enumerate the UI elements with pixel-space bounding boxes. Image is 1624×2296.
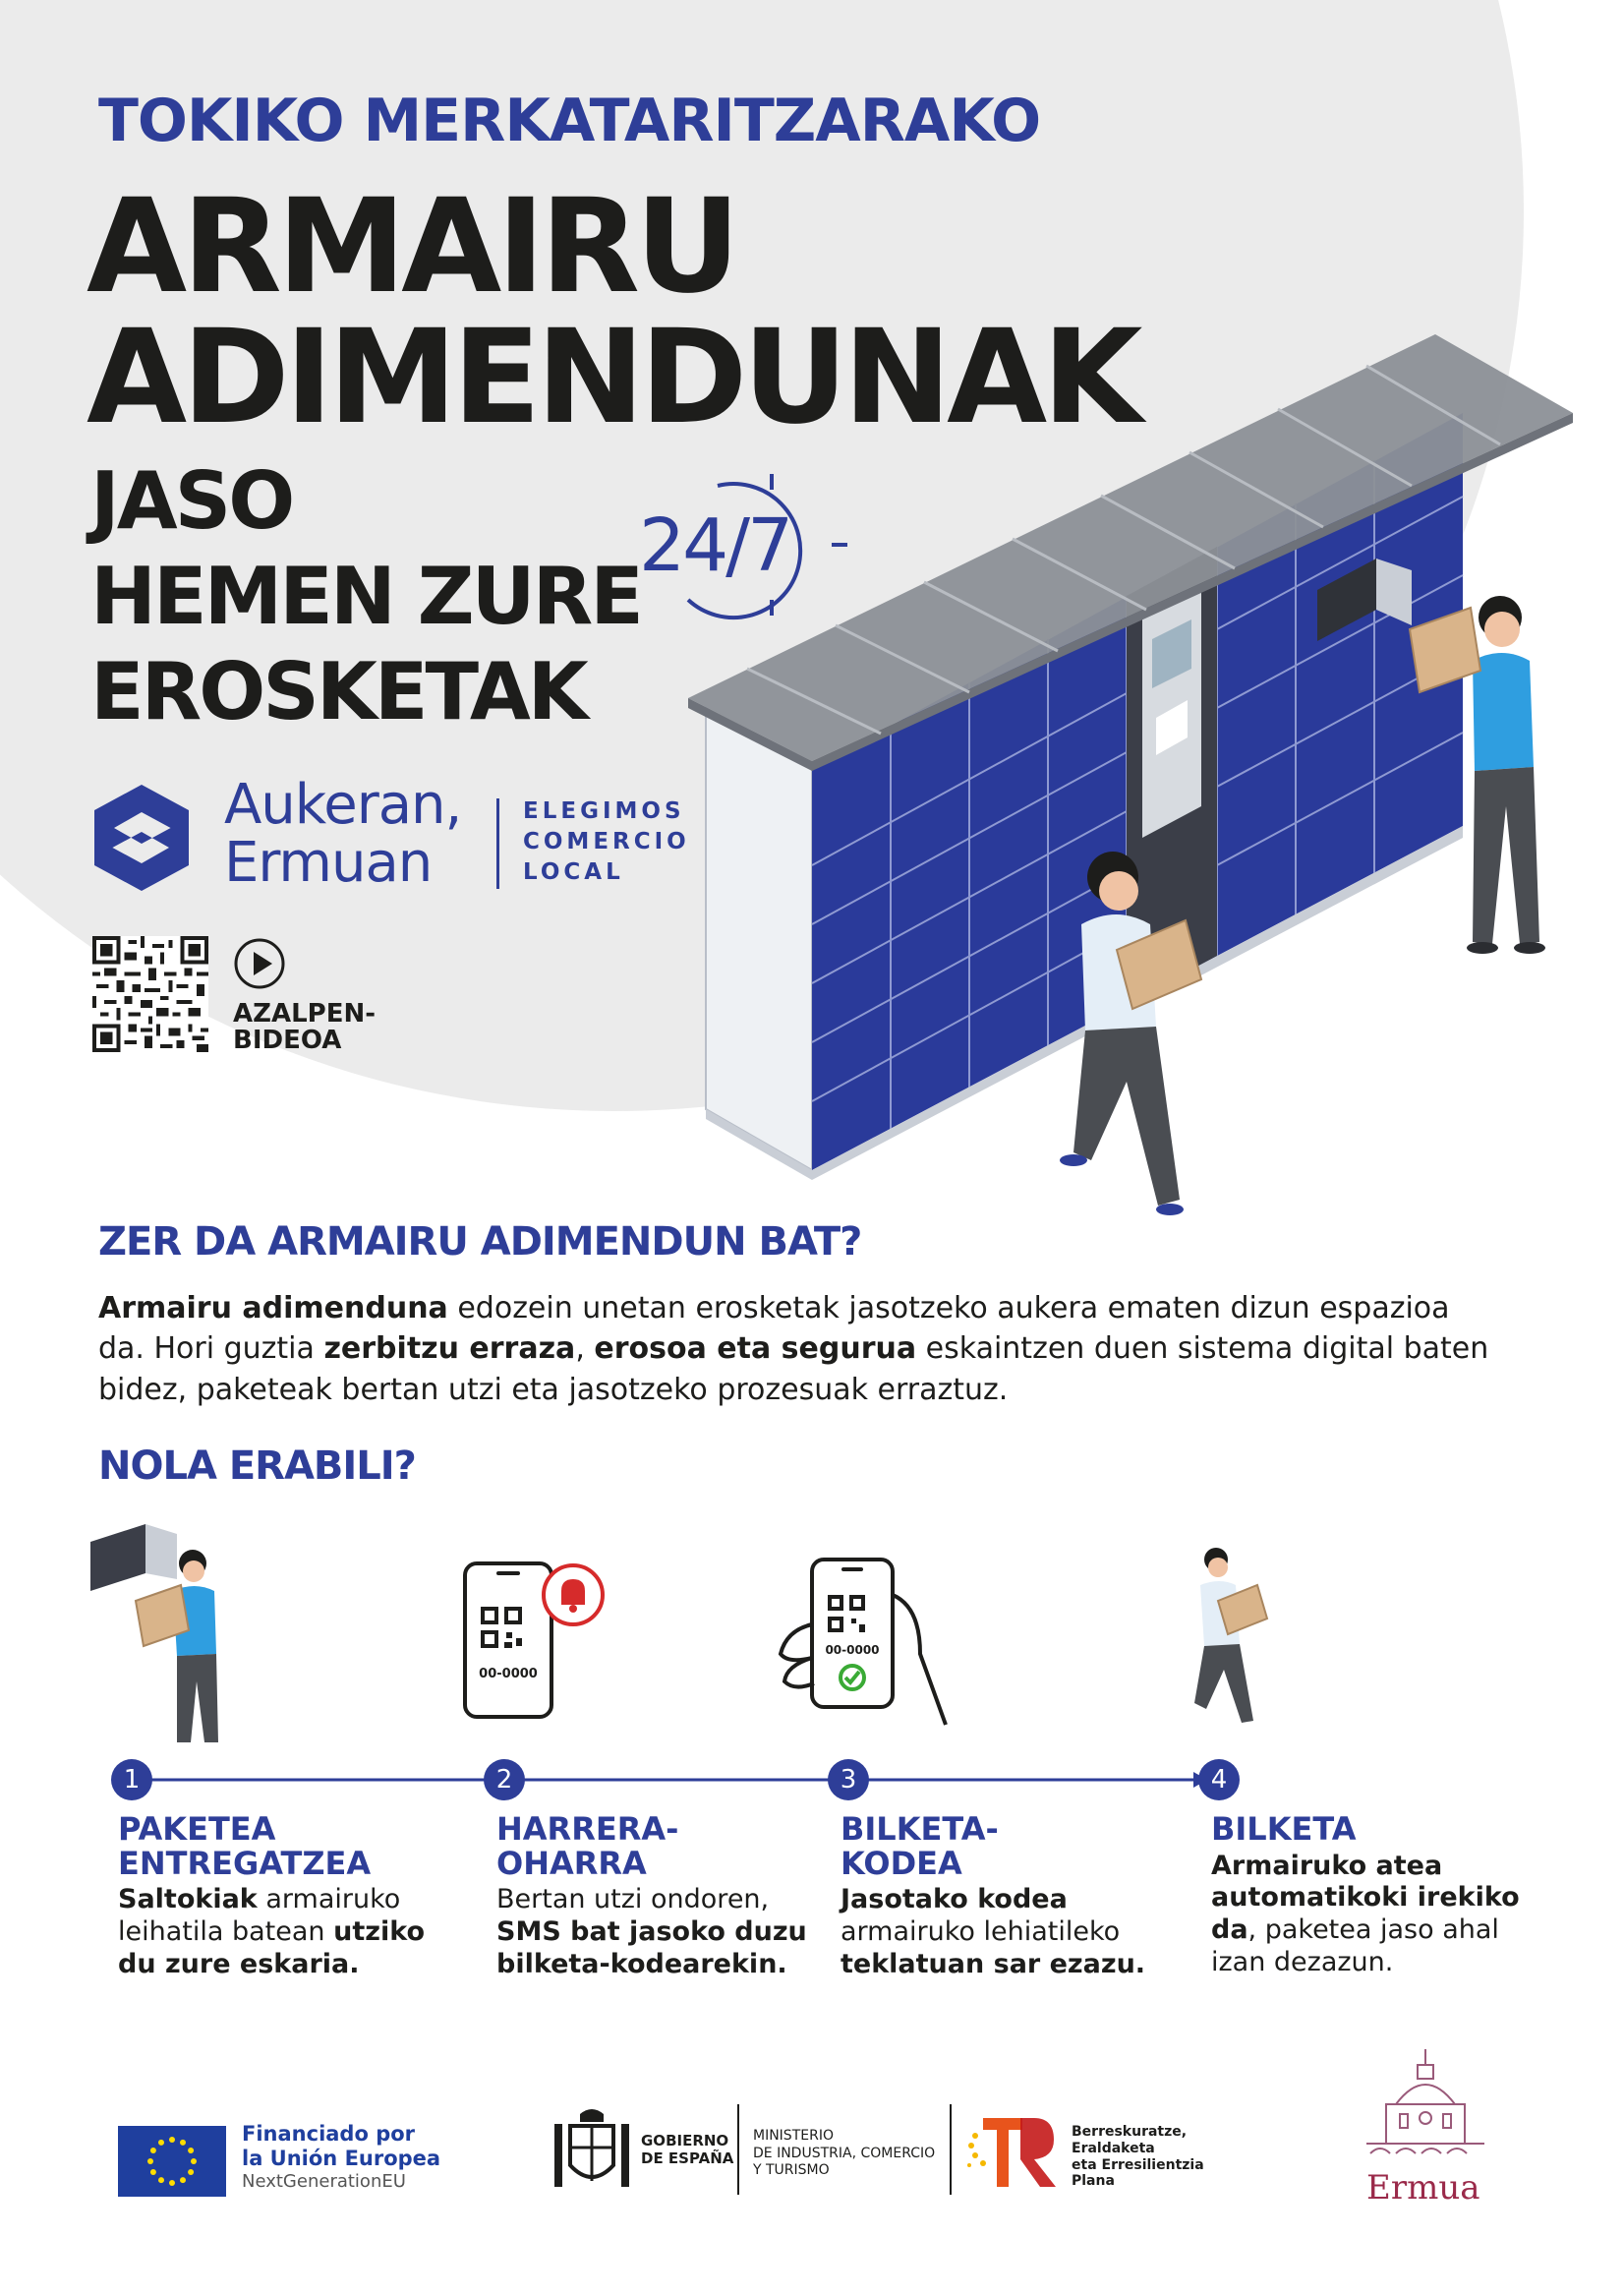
recovery-plan-text	[1072, 2124, 1204, 2190]
eu-star	[191, 2158, 197, 2164]
step2-title-1: HARRERA-	[496, 1810, 679, 1848]
aukeran-logo-icon	[94, 785, 189, 891]
kicker-title: TOKIKO MERKATARITZARAKO	[98, 87, 1041, 155]
timeline-line	[108, 1760, 1229, 1799]
subtitle-line2: HEMEN ZURE	[90, 551, 641, 642]
step1-title-2: ENTREGATZEA	[118, 1844, 372, 1882]
step2-title-2: OHARRA	[496, 1844, 647, 1882]
intro-bold-2: zerbitzu erraza	[323, 1331, 576, 1367]
step4-title-1: BILKETA	[1211, 1810, 1357, 1848]
eu-star	[158, 2177, 164, 2183]
intro-text-1: edozein unetan erosketak jasotzeko aukera ematen dizun espazioa da. Hori guztia	[98, 1291, 1450, 1367]
step3-title-2: KODEA	[841, 1844, 962, 1882]
step2-text	[496, 1884, 821, 1981]
gob-line2: DE ESPAÑA	[641, 2149, 734, 2167]
step3-block	[841, 1812, 1165, 1981]
gob-line1: GOBIERNO	[641, 2132, 729, 2149]
video-label[interactable]	[233, 1001, 376, 1055]
intro-bold-3: erosoa eta segurua	[594, 1331, 917, 1367]
qr-code-icon[interactable]	[92, 936, 208, 1052]
step1-block	[118, 1812, 452, 1981]
tagline-line3: LOCAL	[523, 859, 624, 886]
subtitle-line1: JASO	[90, 455, 293, 547]
brand-name-line1: Aukeran,	[224, 773, 462, 837]
eu-star	[188, 2148, 194, 2153]
video-label-line2: BIDEOA	[233, 1026, 342, 1056]
step4-number: 4	[1198, 1759, 1240, 1800]
footer-divider-1	[737, 2104, 739, 2195]
main-title-line1: ARMAIRU	[87, 171, 736, 323]
eu-flag-icon	[118, 2126, 226, 2197]
step4-illustration	[1185, 1546, 1293, 1728]
eu-star	[150, 2169, 156, 2175]
ermua-building-icon	[1357, 2045, 1494, 2163]
sms-code-text: 00-0000	[825, 1643, 880, 1657]
intro-bold-1: Armairu adimenduna	[98, 1291, 448, 1325]
eu-line1: Financiado por	[242, 2122, 416, 2146]
ermua-logo-text: Ermua	[1366, 2168, 1480, 2208]
eu-line2: la Unión Europea	[242, 2147, 441, 2171]
tagline-line2: COMERCIO	[523, 829, 690, 855]
plan-line4: Plana	[1072, 2173, 1115, 2190]
footer-divider-2	[950, 2104, 952, 2195]
intro-sep: ,	[575, 1331, 595, 1367]
eu-star	[169, 2180, 175, 2186]
step2-number: 2	[484, 1759, 525, 1800]
step2-block	[496, 1812, 821, 1981]
step3-number: 3	[828, 1759, 869, 1800]
gobierno-text	[641, 2132, 733, 2167]
step4-text	[1211, 1851, 1545, 1980]
coat-of-arms-icon	[551, 2104, 633, 2197]
min-line3: Y TURISMO	[753, 2162, 830, 2178]
plan-line1: Berreskuratze,	[1072, 2124, 1188, 2140]
eu-funding-text	[242, 2122, 440, 2193]
step1-illustration	[87, 1524, 234, 1755]
min-line1: MINISTERIO	[753, 2128, 834, 2144]
step2-text-plain: Bertan utzi ondoren,	[496, 1884, 770, 1915]
intro-paragraph	[98, 1288, 1494, 1410]
brand-tagline	[523, 796, 690, 888]
step4-text-plain: , paketea jaso ahal izan dezazun.	[1211, 1914, 1499, 1978]
badge-247-text: 24/7	[639, 503, 791, 588]
step3-text-bold1: Jasotako kodea	[841, 1884, 1068, 1915]
bell-icon	[561, 1579, 585, 1605]
eu-star	[158, 2140, 164, 2146]
step3-text-bold2: teklatuan sar ezazu.	[841, 1948, 1146, 1979]
plan-line3: eta Erresilientzia	[1072, 2156, 1204, 2173]
eu-star	[150, 2148, 156, 2153]
step4-block	[1211, 1812, 1545, 1979]
brand-name-line2: Ermuan	[224, 831, 433, 895]
step1-title-1: PAKETEA	[118, 1810, 276, 1848]
eu-star	[188, 2169, 194, 2175]
eu-star	[169, 2137, 175, 2143]
brand-divider	[496, 798, 499, 889]
step3-title-1: BILKETA-	[841, 1810, 999, 1848]
eu-star	[180, 2140, 186, 2146]
step1-text-bold1: Saltokiak	[118, 1884, 258, 1915]
sms-code-text: 00-0000	[479, 1667, 538, 1681]
eu-star	[180, 2177, 186, 2183]
smart-locker-illustration	[688, 295, 1622, 1239]
main-title-line2: ADIMENDUNAK	[87, 302, 1138, 453]
step3-text-plain: armairuko lehiatileko	[841, 1916, 1121, 1948]
step1-text-plain: armairuko leihatila batean	[118, 1884, 401, 1948]
what-heading: ZER DA ARMAIRU ADIMENDUN BAT?	[98, 1219, 862, 1265]
step2-phone-icon	[457, 1552, 614, 1724]
video-label-line1: AZALPEN-	[233, 999, 377, 1029]
step3-text	[841, 1884, 1165, 1981]
step1-text	[118, 1884, 452, 1981]
recovery-plan-logo-icon	[963, 2110, 1062, 2191]
subtitle-line3: EROSKETAK	[90, 646, 586, 737]
step1-number: 1	[111, 1759, 152, 1800]
plan-line2: Eraldaketa	[1072, 2140, 1155, 2156]
intro-text-2: eskaintzen duen sistema digital baten bidez, paketeak bertan utzi eta jasotzeko prozesuak erraztuz.	[98, 1331, 1489, 1407]
step2-text-bold: SMS bat jasoko duzu bilketa-kodearekin.	[496, 1916, 807, 1979]
ministerio-text	[753, 2128, 935, 2180]
step1-text-bold2: utziko du zure eskaria.	[118, 1916, 426, 1979]
play-icon[interactable]	[233, 937, 286, 990]
eu-star	[147, 2158, 153, 2164]
min-line2: DE INDUSTRIA, COMERCIO	[753, 2145, 936, 2161]
eu-line3: NextGenerationEU	[242, 2171, 406, 2193]
tagline-line1: ELEGIMOS	[523, 798, 685, 824]
how-heading: NOLA ERABILI?	[98, 1443, 416, 1489]
step3-hand-phone-icon	[773, 1556, 959, 1728]
step4-text-bold: Armairuko atea automatikoki irekiko da	[1211, 1850, 1520, 1946]
